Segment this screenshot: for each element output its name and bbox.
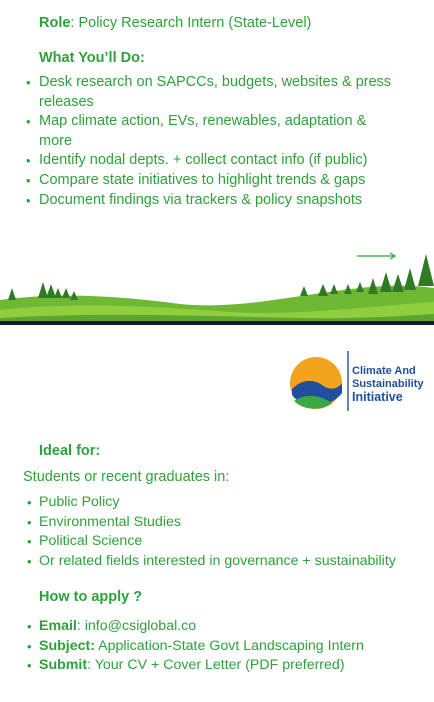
role-value: : Policy Research Intern (State-Level) — [70, 15, 312, 31]
list-item: • Identify nodal depts. + collect contact info (if public) — [25, 151, 395, 171]
list-item: • Map climate action, EVs, renewables, adaptation & more — [25, 112, 395, 151]
list-item: • Document findings via trackers & policy snapshots — [25, 191, 395, 211]
list-item: • Public Policy — [26, 493, 431, 513]
role-label: Role — [39, 15, 71, 31]
logo-line3: Initiative — [352, 390, 403, 404]
list-item: • Compare state initiatives to highlight trends & gaps — [25, 171, 395, 191]
apply-label-suffix: : — [76, 618, 81, 634]
subject-value: Application-State Govt Landscaping Intern — [94, 637, 364, 654]
email-value[interactable]: info@csiglobal.co — [80, 618, 197, 634]
how-to-apply-heading: How to apply ? — [39, 589, 143, 605]
list-item — [26, 617, 426, 637]
bottom-slide — [0, 325, 434, 702]
green-hills-illustration — [0, 248, 434, 322]
role-line — [39, 14, 311, 34]
csi-logo — [288, 349, 428, 415]
list-item — [26, 637, 426, 657]
list-item — [26, 656, 426, 676]
task-list — [25, 73, 395, 210]
what-you-do-heading: What You’ll Do: — [39, 50, 145, 66]
fields-list — [26, 493, 431, 571]
students-line: Students or recent graduates in: — [23, 469, 230, 485]
logo-line2: Sustainability — [352, 378, 424, 390]
list-item: • Environmental Studies — [26, 513, 431, 533]
apply-label: Submit — [39, 657, 88, 673]
apply-list — [26, 617, 426, 676]
submit-value: Your CV + Cover Letter (PDF preferred) — [91, 657, 345, 673]
top-slide — [0, 0, 434, 322]
list-item: • Political Science — [26, 532, 431, 552]
apply-label: Email — [39, 618, 77, 634]
ideal-for-heading: Ideal for: — [39, 443, 101, 459]
list-item: • Or related fields interested in governance + sustainability — [26, 552, 431, 572]
list-item: • Desk research on SAPCCs, budgets, websites & press releases — [25, 73, 395, 112]
apply-label-suffix: : — [87, 657, 92, 673]
apply-label: Subject: — [39, 637, 95, 654]
logo-line1: Climate And — [352, 365, 416, 377]
